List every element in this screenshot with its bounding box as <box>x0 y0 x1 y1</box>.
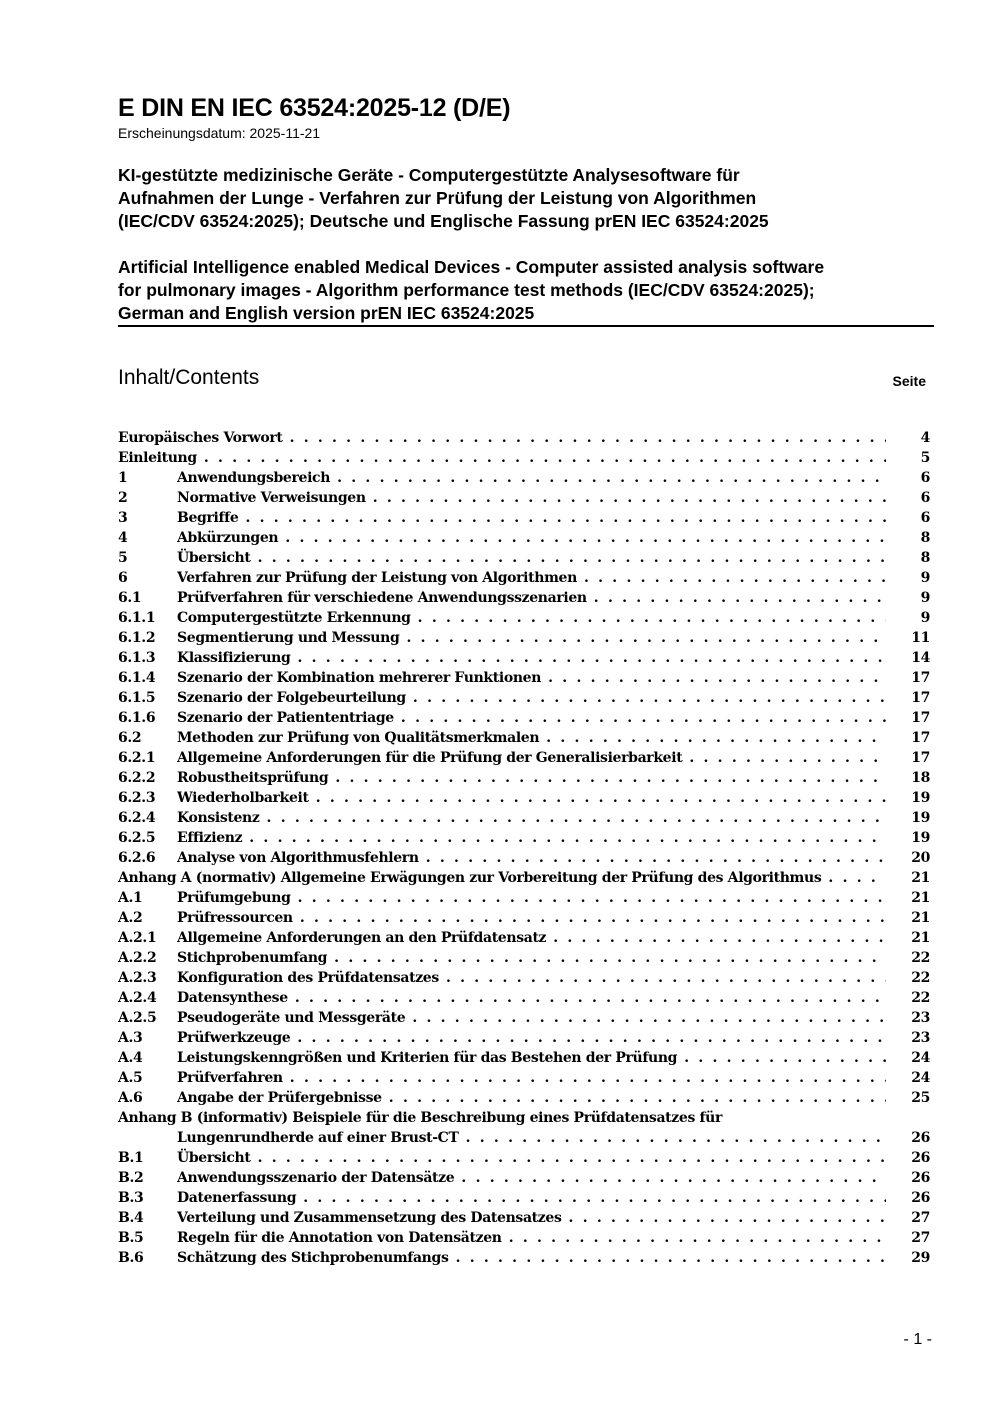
toc-entry-number: B.5 <box>118 1230 144 1246</box>
title-divider <box>118 325 934 327</box>
toc-entry-page: 17 <box>911 690 930 706</box>
toc-entry-number: 5 <box>118 550 128 566</box>
toc-entry-text: Effizienz . . . <box>177 828 886 848</box>
toc-entry-page: 14 <box>911 650 930 666</box>
toc-entry-page: 26 <box>911 1130 930 1146</box>
toc-entry-page: 20 <box>911 850 930 866</box>
toc-entry-page: 22 <box>911 970 930 986</box>
toc-entry[interactable] <box>118 608 930 628</box>
toc-entry-number: 6.1.4 <box>118 670 156 686</box>
toc-entry-page: 17 <box>911 730 930 746</box>
toc-entry[interactable] <box>118 468 930 488</box>
toc-entry-page: 27 <box>911 1230 930 1246</box>
toc-entry-page: 22 <box>911 990 930 1006</box>
toc-entry-text: Lungenrundherde auf einer Brust-CT . . . <box>177 1128 886 1148</box>
toc-entry-page: 21 <box>911 930 930 946</box>
toc-entry[interactable] <box>118 808 930 828</box>
toc-entry-number: 4 <box>118 530 128 546</box>
toc-entry-text: Normative Verweisungen . . . <box>177 488 886 508</box>
toc-entry-page: 11 <box>911 630 930 646</box>
toc-entry-text: Übersicht . . . <box>177 548 886 568</box>
toc-entry-number: 2 <box>118 490 128 506</box>
toc-entry-page: 19 <box>911 790 930 806</box>
toc-entry[interactable] <box>118 968 930 988</box>
toc-entry-number: 6.1.1 <box>118 610 156 626</box>
toc-entry-number: 6.1.5 <box>118 690 156 706</box>
toc-entry[interactable] <box>118 428 930 448</box>
toc-entry-text: Europäisches Vorwort . . . <box>118 428 886 448</box>
german-title-line: (IEC/CDV 63524:2025); Deutsche und Englische Fassung prEN IEC 63524:2025 <box>118 211 769 231</box>
toc-entry-text: Prüfumgebung . . . <box>177 888 886 908</box>
toc-entry-number: A.5 <box>118 1070 143 1086</box>
toc-entry-text: Klassifizierung . . . <box>177 648 886 668</box>
toc-entry-page: 21 <box>911 890 930 906</box>
toc-entry-page: 25 <box>911 1090 930 1106</box>
toc-entry-text: Analyse von Algorithmusfehlern . . . <box>177 848 886 868</box>
toc-entry-text: Schätzung des Stichprobenumfangs . . . <box>177 1248 886 1268</box>
table-of-contents <box>118 428 930 1268</box>
toc-entry-text: Angabe der Prüfergebnisse . . . <box>177 1088 886 1108</box>
toc-entry-number: 1 <box>118 470 128 486</box>
toc-entry[interactable] <box>118 488 930 508</box>
toc-entry-number: 6.2.6 <box>118 850 156 866</box>
toc-entry-page: 6 <box>920 470 930 486</box>
toc-entry-number: 3 <box>118 510 128 526</box>
toc-entry[interactable] <box>118 528 930 548</box>
toc-entry-page: 8 <box>920 550 930 566</box>
toc-entry[interactable] <box>118 1168 930 1188</box>
toc-entry-number: B.3 <box>118 1190 144 1206</box>
toc-entry-text: Anhang B (informativ) Beispiele für die Beschreibung eines Prüfdatensatzes für <box>118 1110 723 1126</box>
toc-entry-page: 18 <box>911 770 930 786</box>
toc-entry-text: Einleitung . . . <box>118 448 886 468</box>
toc-entry-text: Verfahren zur Prüfung der Leistung von Algorithmen . . . <box>177 568 886 588</box>
toc-entry[interactable] <box>118 768 930 788</box>
toc-entry[interactable] <box>118 568 930 588</box>
toc-entry-text: Prüfverfahren . . . <box>177 1068 886 1088</box>
toc-entry-text: Übersicht . . . <box>177 1148 886 1168</box>
toc-entry-number: A.2.2 <box>118 950 157 966</box>
toc-entry[interactable] <box>118 908 930 928</box>
toc-entry-text: Begriffe . . . <box>177 508 886 528</box>
toc-entry-page: 9 <box>920 590 930 606</box>
toc-entry[interactable] <box>118 1148 930 1168</box>
toc-entry-number: B.4 <box>118 1210 144 1226</box>
toc-entry-number: B.1 <box>118 1150 144 1166</box>
toc-entry-text: Allgemeine Anforderungen für die Prüfung der Generalisierbarkeit . . . <box>177 748 886 768</box>
publication-date: Erscheinungsdatum: 2025-11-21 <box>118 125 321 141</box>
toc-entry[interactable] <box>118 1088 930 1108</box>
toc-entry-text: Wiederholbarkeit . . . <box>177 788 886 808</box>
toc-entry-text: Prüfverfahren für verschiedene Anwendungsszenarien . . . <box>177 588 886 608</box>
toc-entry-page: 21 <box>911 910 930 926</box>
english-title-line: for pulmonary images - Algorithm performance test methods (IEC/CDV 63524:2025); <box>118 280 815 300</box>
toc-entry-text: Leistungskenngrößen und Kriterien für das Bestehen der Prüfung . . . <box>177 1048 886 1068</box>
toc-entry[interactable] <box>118 1208 930 1228</box>
toc-entry[interactable] <box>118 828 930 848</box>
toc-entry[interactable] <box>118 688 930 708</box>
document-id: E DIN EN IEC 63524:2025-12 (D/E) <box>118 94 511 122</box>
toc-entry-page: 24 <box>911 1070 930 1086</box>
toc-entry-page: 8 <box>920 530 930 546</box>
toc-entry-text: Anwendungsszenario der Datensätze . . . <box>177 1168 886 1188</box>
toc-entry[interactable] <box>118 628 930 648</box>
english-title-line: German and English version prEN IEC 63524:2025 <box>118 303 535 323</box>
toc-entry-text: Konfiguration des Prüfdatensatzes . . . <box>177 968 886 988</box>
toc-entry-page: 27 <box>911 1210 930 1226</box>
toc-entry-number: A.2.3 <box>118 970 157 986</box>
toc-entry-page: 17 <box>911 710 930 726</box>
toc-entry[interactable] <box>118 548 930 568</box>
toc-entry-number: A.2.1 <box>118 930 157 946</box>
toc-entry-text: Abkürzungen . . . <box>177 528 886 548</box>
english-title-line: Artificial Intelligence enabled Medical Devices - Computer assisted analysis software <box>118 257 825 277</box>
toc-entry-text: Prüfressourcen . . . <box>177 908 886 928</box>
toc-entry-page: 26 <box>911 1190 930 1206</box>
toc-entry-page: 26 <box>911 1150 930 1166</box>
toc-entry-page: 9 <box>920 570 930 586</box>
toc-entry-text: Datenerfassung . . . <box>177 1188 886 1208</box>
toc-entry-text: Szenario der Patiententriage . . . <box>177 708 886 728</box>
toc-entry-number: B.2 <box>118 1170 144 1186</box>
toc-entry-number: 6.1.2 <box>118 630 156 646</box>
toc-annex-b-entries <box>118 1148 930 1268</box>
toc-entry-number: 6.2.5 <box>118 830 156 846</box>
toc-entry-page: 19 <box>911 830 930 846</box>
page-number: - 1 - <box>903 1331 932 1348</box>
toc-entry-number: A.2.5 <box>118 1010 157 1026</box>
toc-entry-number: B.6 <box>118 1250 144 1266</box>
english-title <box>118 256 934 325</box>
toc-entry[interactable] <box>118 788 930 808</box>
german-title <box>118 164 934 233</box>
toc-entry-number: 6.2.2 <box>118 770 156 786</box>
toc-entry-page: 23 <box>911 1030 930 1046</box>
toc-entry-page: 19 <box>911 810 930 826</box>
toc-entry-number: A.1 <box>118 890 143 906</box>
toc-entry[interactable] <box>118 728 930 748</box>
toc-entry-text: Anhang A (normativ) Allgemeine Erwägungen zur Vorbereitung der Prüfung des Algorithmus . . . <box>118 868 886 888</box>
contents-heading: Inhalt/Contents <box>118 366 260 389</box>
toc-entry-text: Computergestützte Erkennung . . . <box>177 608 886 628</box>
toc-entry-text: Prüfwerkzeuge . . . <box>177 1028 886 1048</box>
toc-entry-page: 23 <box>911 1010 930 1026</box>
toc-entry[interactable] <box>118 648 930 668</box>
toc-entry[interactable] <box>118 848 930 868</box>
toc-entry[interactable] <box>118 868 930 888</box>
toc-entry-text: Verteilung und Zusammensetzung des Datensatzes . . . <box>177 1208 886 1228</box>
toc-entry-text: Anwendungsbereich . . . <box>177 468 886 488</box>
toc-entry[interactable] <box>118 928 930 948</box>
toc-entry[interactable] <box>118 1188 930 1208</box>
toc-entry-text: Robustheitsprüfung . . . <box>177 768 886 788</box>
toc-entry[interactable] <box>118 708 930 728</box>
toc-entry-text: Methoden zur Prüfung von Qualitätsmerkmalen . . . <box>177 728 886 748</box>
toc-entry[interactable] <box>118 1068 930 1088</box>
toc-entry-page: 17 <box>911 750 930 766</box>
toc-entry-annex-b[interactable] <box>118 1108 930 1148</box>
toc-entry[interactable] <box>118 748 930 768</box>
toc-entry[interactable] <box>118 588 930 608</box>
toc-entry-page: 17 <box>911 670 930 686</box>
toc-entry-text: Stichprobenumfang . . . <box>177 948 886 968</box>
toc-entry-page: 26 <box>911 1170 930 1186</box>
toc-entry-text: Szenario der Folgebeurteilung . . . <box>177 688 886 708</box>
toc-entry[interactable] <box>118 888 930 908</box>
toc-entry-page: 21 <box>911 870 930 886</box>
toc-entry-page: 6 <box>920 510 930 526</box>
toc-entry-text: Regeln für die Annotation von Datensätzen . . . <box>177 1228 886 1248</box>
toc-entry-page: 24 <box>911 1050 930 1066</box>
toc-entry[interactable] <box>118 1248 930 1268</box>
toc-entry[interactable] <box>118 948 930 968</box>
toc-entry-number: 6.2 <box>118 730 142 746</box>
toc-entry[interactable] <box>118 1228 930 1248</box>
toc-entry-number: 6.2.1 <box>118 750 156 766</box>
toc-entry-text: Allgemeine Anforderungen an den Prüfdatensatz . . . <box>177 928 886 948</box>
toc-entry-text: Datensynthese . . . <box>177 988 886 1008</box>
toc-entry-number: 6 <box>118 570 128 586</box>
toc-entry[interactable] <box>118 508 930 528</box>
toc-entry-page: 6 <box>920 490 930 506</box>
toc-entry-page: 29 <box>911 1250 930 1266</box>
toc-entry[interactable] <box>118 668 930 688</box>
toc-entry-page: 5 <box>920 450 930 466</box>
german-title-line: KI-gestützte medizinische Geräte - Computergestützte Analysesoftware für <box>118 165 740 185</box>
toc-entry[interactable] <box>118 988 930 1008</box>
toc-entry-number: A.6 <box>118 1090 143 1106</box>
toc-entry[interactable] <box>118 1028 930 1048</box>
toc-entry-number: 6.1 <box>118 590 142 606</box>
toc-entry[interactable] <box>118 448 930 468</box>
toc-entry[interactable] <box>118 1008 930 1028</box>
toc-entry-page: 22 <box>911 950 930 966</box>
toc-entry-number: 6.1.6 <box>118 710 156 726</box>
toc-entry-text: Szenario der Kombination mehrerer Funktionen . . . <box>177 668 886 688</box>
toc-entry-text: Segmentierung und Messung . . . <box>177 628 886 648</box>
toc-entry-page: 4 <box>920 430 930 446</box>
toc-entry-page: 9 <box>920 610 930 626</box>
toc-entry-text: Konsistenz . . . <box>177 808 886 828</box>
toc-entry[interactable] <box>118 1048 930 1068</box>
toc-entry-number: 6.2.3 <box>118 790 156 806</box>
toc-entry-number: A.2 <box>118 910 143 926</box>
toc-entry-number: A.2.4 <box>118 990 157 1006</box>
toc-entry-number: 6.1.3 <box>118 650 156 666</box>
page-column-label: Seite <box>892 373 926 389</box>
toc-entry-number: 6.2.4 <box>118 810 156 826</box>
toc-main-entries <box>118 428 930 1108</box>
toc-entry-text: Pseudogeräte und Messgeräte . . . <box>177 1008 886 1028</box>
toc-entry-number: A.4 <box>118 1050 143 1066</box>
toc-entry-number: A.3 <box>118 1030 143 1046</box>
german-title-line: Aufnahmen der Lunge - Verfahren zur Prüfung der Leistung von Algorithmen <box>118 188 757 208</box>
